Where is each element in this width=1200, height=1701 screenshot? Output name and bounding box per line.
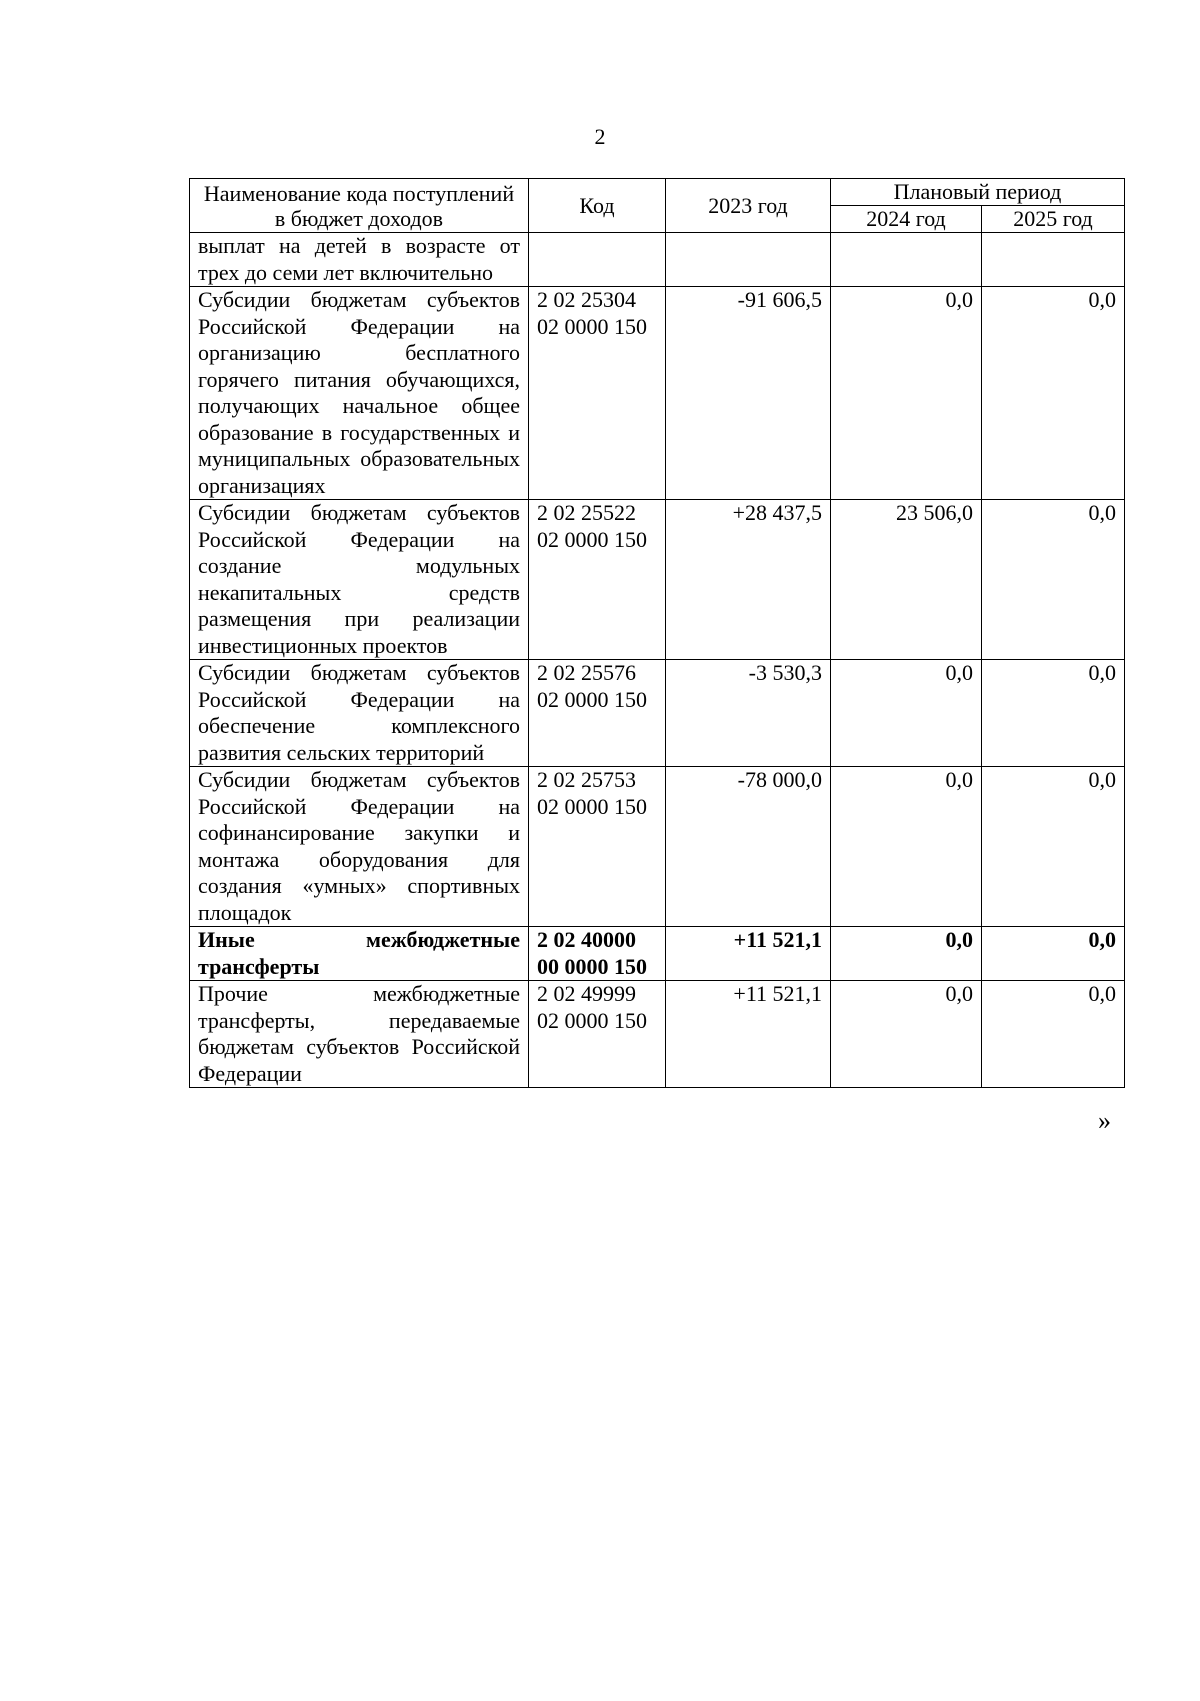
closing-quote-mark: » [1098,1106,1111,1135]
row-code-cell: 2 02 49999 02 0000 150 [529,981,666,1088]
row-name-cell: Субсидии бюджетам субъектов Российской Федерации на создание модульных некапитальных средств размещения при реализации инвестиционных проектов [190,500,529,660]
row-code-cell: 2 02 25753 02 0000 150 [529,767,666,927]
table-header-row [190,179,1125,206]
table-row [190,233,1125,287]
row-2024-value [831,233,982,287]
row-2023-value: -3 530,3 [666,660,831,767]
header-planned-period: Плановый период [831,179,1125,206]
table-row [190,927,1125,981]
row-2024-value: 0,0 [831,981,982,1088]
table-row [190,767,1125,927]
row-2023-value: +11 521,1 [666,981,831,1088]
row-code-cell: 2 02 25304 02 0000 150 [529,287,666,500]
row-2023-value: +28 437,5 [666,500,831,660]
header-code: Код [529,179,666,233]
table-row [190,500,1125,660]
header-2025: 2025 год [982,206,1125,233]
row-2023-value [666,233,831,287]
row-name-cell: Иные межбюджетные трансферты [190,927,529,981]
row-2023-value: -78 000,0 [666,767,831,927]
row-code-cell [529,233,666,287]
row-2024-value: 0,0 [831,660,982,767]
row-2025-value: 0,0 [982,660,1125,767]
row-2024-value: 0,0 [831,287,982,500]
row-name-cell: Прочие межбюджетные трансферты, передаваемые бюджетам субъектов Российской Федерации [190,981,529,1088]
row-2023-value: +11 521,1 [666,927,831,981]
row-2024-value: 0,0 [831,927,982,981]
row-code-cell: 2 02 40000 00 0000 150 [529,927,666,981]
row-2023-value: -91 606,5 [666,287,831,500]
row-2025-value: 0,0 [982,927,1125,981]
row-2025-value: 0,0 [982,981,1125,1088]
row-2025-value [982,233,1125,287]
row-name-cell: выплат на детей в возрасте от трех до семи лет включительно [190,233,529,287]
row-2025-value: 0,0 [982,500,1125,660]
row-2024-value: 0,0 [831,767,982,927]
row-2025-value: 0,0 [982,767,1125,927]
header-name: Наименование кода поступлений в бюджет доходов [190,179,529,233]
table-row [190,660,1125,767]
row-name-cell: Субсидии бюджетам субъектов Российской Федерации на обеспечение комплексного развития сельских территорий [190,660,529,767]
header-2024: 2024 год [831,206,982,233]
table-row [190,287,1125,500]
row-code-cell: 2 02 25522 02 0000 150 [529,500,666,660]
table-row [190,981,1125,1088]
header-2023: 2023 год [666,179,831,233]
row-name-cell: Субсидии бюджетам субъектов Российской Федерации на софинансирование закупки и монтажа оборудования для создания «умных» спортивных площадок [190,767,529,927]
revenue-table [189,178,1125,1088]
row-name-cell: Субсидии бюджетам субъектов Российской Федерации на организацию бесплатного горячего питания обучающихся, получающих начальное общее образование в государственных и муниципальных образовательных организациях [190,287,529,500]
row-code-cell: 2 02 25576 02 0000 150 [529,660,666,767]
row-2024-value: 23 506,0 [831,500,982,660]
page-number: 2 [594,124,606,149]
table-body [190,233,1125,1088]
row-2025-value: 0,0 [982,287,1125,500]
